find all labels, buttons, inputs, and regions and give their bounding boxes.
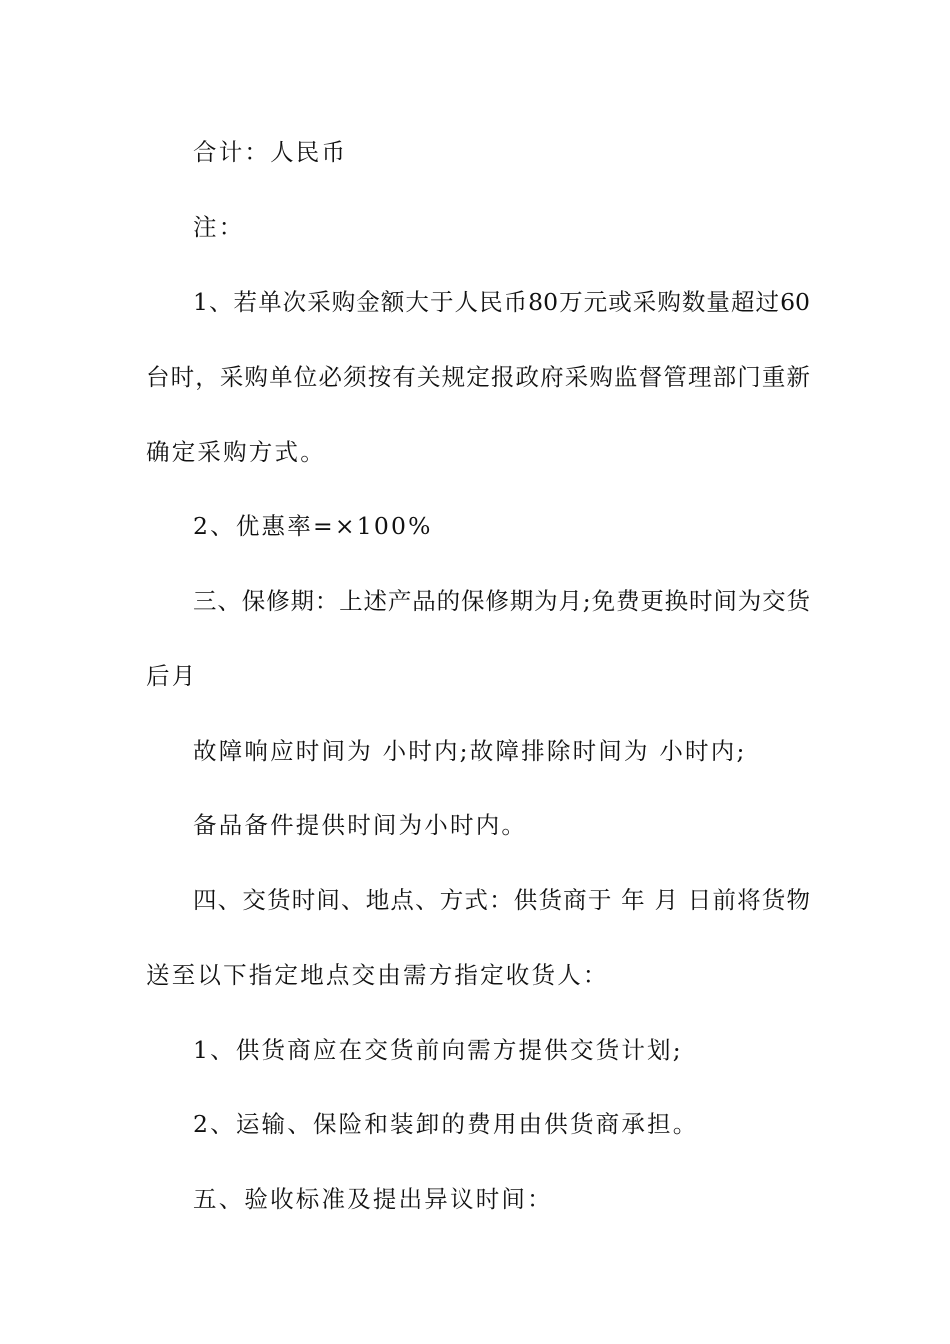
note-1-line-2: 台时，采购单位必须按有关规定报政府采购监督管理部门重新 [146,363,810,391]
note-heading: 注： [193,213,245,241]
total-rmb-line: 合计：人民币 [193,138,348,166]
note-1-line-3: 确定采购方式。 [146,438,326,466]
delivery-line-2: 送至以下指定地点交由需方指定收货人： [146,961,609,989]
fault-response-line: 故障响应时间为 小时内;故障排除时间为 小时内; [193,737,747,765]
warranty-line-2: 后月 [146,662,198,690]
spare-parts-line: 备品备件提供时间为小时内。 [193,811,528,839]
delivery-line-1: 四、交货时间、地点、方式：供货商于 年 月 日前将货物 [193,886,810,914]
note-1-line-1: 1、若单次采购金额大于人民币80万元或采购数量超过60 [193,288,810,316]
delivery-item-2: 2、运输、保险和装卸的费用由供货商承担。 [193,1110,699,1138]
warranty-line-1: 三、保修期：上述产品的保修期为月;免费更换时间为交货 [193,587,810,615]
acceptance-heading: 五、验收标准及提出异议时间： [193,1185,553,1213]
delivery-item-1: 1、供货商应在交货前向需方提供交货计划; [193,1036,683,1064]
note-2-line: 2、优惠率=×100% [193,512,433,540]
